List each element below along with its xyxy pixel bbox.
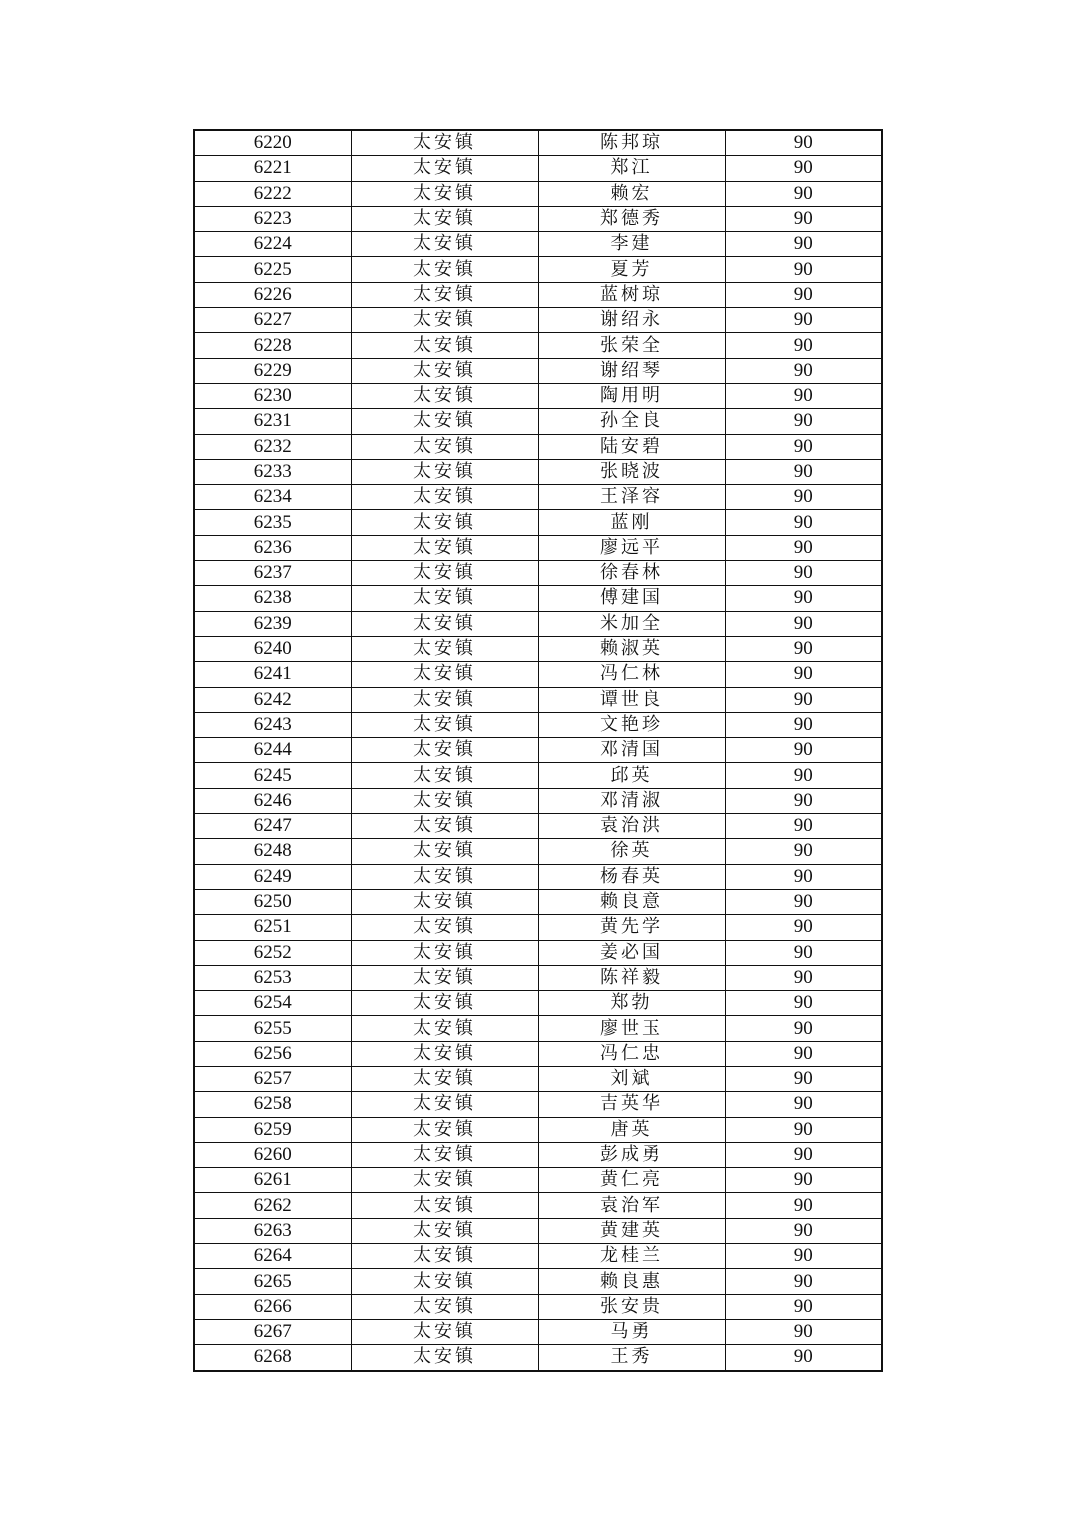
score-cell: 90 [725, 383, 882, 408]
person-name-cell: 袁治军 [538, 1193, 725, 1218]
score-cell: 90 [725, 1168, 882, 1193]
table-row [194, 561, 882, 586]
town-cell: 太安镇 [351, 1193, 538, 1218]
table-row [194, 839, 882, 864]
score-cell: 90 [725, 1319, 882, 1344]
row-number-cell: 6249 [194, 864, 351, 889]
score-cell: 90 [725, 561, 882, 586]
score-cell: 90 [725, 1193, 882, 1218]
row-number-cell: 6251 [194, 915, 351, 940]
table-row [194, 1218, 882, 1243]
person-name-cell: 郑德秀 [538, 206, 725, 231]
person-name-cell: 马勇 [538, 1319, 725, 1344]
person-name-cell: 张晓波 [538, 459, 725, 484]
row-number-cell: 6246 [194, 788, 351, 813]
row-number-cell: 6229 [194, 358, 351, 383]
score-cell: 90 [725, 1117, 882, 1142]
score-cell: 90 [725, 991, 882, 1016]
score-cell: 90 [725, 965, 882, 990]
score-cell: 90 [725, 459, 882, 484]
score-cell: 90 [725, 206, 882, 231]
town-cell: 太安镇 [351, 1269, 538, 1294]
person-name-cell: 郑勃 [538, 991, 725, 1016]
person-name-cell: 廖世玉 [538, 1016, 725, 1041]
score-cell: 90 [725, 889, 882, 914]
table-row [194, 940, 882, 965]
score-cell: 90 [725, 738, 882, 763]
table-row [194, 1244, 882, 1269]
person-name-cell: 黄先学 [538, 915, 725, 940]
row-number-cell: 6235 [194, 510, 351, 535]
town-cell: 太安镇 [351, 864, 538, 889]
table-row [194, 510, 882, 535]
score-cell: 90 [725, 788, 882, 813]
town-cell: 太安镇 [351, 814, 538, 839]
table-row [194, 889, 882, 914]
table-row [194, 181, 882, 206]
roster-table [193, 129, 883, 1372]
score-cell: 90 [725, 586, 882, 611]
person-name-cell: 陈邦琼 [538, 130, 725, 156]
table-row [194, 712, 882, 737]
score-cell: 90 [725, 257, 882, 282]
person-name-cell: 袁治洪 [538, 814, 725, 839]
row-number-cell: 6230 [194, 383, 351, 408]
score-cell: 90 [725, 1244, 882, 1269]
row-number-cell: 6234 [194, 485, 351, 510]
row-number-cell: 6236 [194, 535, 351, 560]
row-number-cell: 6255 [194, 1016, 351, 1041]
row-number-cell: 6221 [194, 156, 351, 181]
town-cell: 太安镇 [351, 1117, 538, 1142]
score-cell: 90 [725, 662, 882, 687]
row-number-cell: 6247 [194, 814, 351, 839]
person-name-cell: 廖远平 [538, 535, 725, 560]
row-number-cell: 6223 [194, 206, 351, 231]
row-number-cell: 6231 [194, 409, 351, 434]
person-name-cell: 张荣全 [538, 333, 725, 358]
person-name-cell: 蓝刚 [538, 510, 725, 535]
score-cell: 90 [725, 1345, 882, 1371]
person-name-cell: 姜必国 [538, 940, 725, 965]
town-cell: 太安镇 [351, 586, 538, 611]
row-number-cell: 6263 [194, 1218, 351, 1243]
row-number-cell: 6224 [194, 232, 351, 257]
row-number-cell: 6264 [194, 1244, 351, 1269]
person-name-cell: 吉英华 [538, 1092, 725, 1117]
person-name-cell: 徐春林 [538, 561, 725, 586]
row-number-cell: 6220 [194, 130, 351, 156]
town-cell: 太安镇 [351, 561, 538, 586]
score-cell: 90 [725, 434, 882, 459]
town-cell: 太安镇 [351, 1218, 538, 1243]
town-cell: 太安镇 [351, 839, 538, 864]
row-number-cell: 6237 [194, 561, 351, 586]
row-number-cell: 6254 [194, 991, 351, 1016]
table-row [194, 535, 882, 560]
town-cell: 太安镇 [351, 1016, 538, 1041]
table-row [194, 611, 882, 636]
person-name-cell: 陈祥毅 [538, 965, 725, 990]
town-cell: 太安镇 [351, 434, 538, 459]
row-number-cell: 6266 [194, 1294, 351, 1319]
score-cell: 90 [725, 358, 882, 383]
table-row [194, 687, 882, 712]
score-cell: 90 [725, 333, 882, 358]
row-number-cell: 6268 [194, 1345, 351, 1371]
person-name-cell: 王秀 [538, 1345, 725, 1371]
table-row [194, 1345, 882, 1371]
town-cell: 太安镇 [351, 788, 538, 813]
score-cell: 90 [725, 1041, 882, 1066]
row-number-cell: 6225 [194, 257, 351, 282]
town-cell: 太安镇 [351, 206, 538, 231]
score-cell: 90 [725, 1294, 882, 1319]
table-row [194, 662, 882, 687]
score-cell: 90 [725, 181, 882, 206]
table-row [194, 308, 882, 333]
table-row [194, 1193, 882, 1218]
town-cell: 太安镇 [351, 510, 538, 535]
table-row [194, 636, 882, 661]
row-number-cell: 6259 [194, 1117, 351, 1142]
town-cell: 太安镇 [351, 636, 538, 661]
score-cell: 90 [725, 308, 882, 333]
person-name-cell: 郑江 [538, 156, 725, 181]
town-cell: 太安镇 [351, 358, 538, 383]
score-cell: 90 [725, 1269, 882, 1294]
score-cell: 90 [725, 864, 882, 889]
score-cell: 90 [725, 839, 882, 864]
score-cell: 90 [725, 1218, 882, 1243]
score-cell: 90 [725, 535, 882, 560]
town-cell: 太安镇 [351, 485, 538, 510]
person-name-cell: 邓清淑 [538, 788, 725, 813]
table-row [194, 814, 882, 839]
town-cell: 太安镇 [351, 459, 538, 484]
town-cell: 太安镇 [351, 535, 538, 560]
score-cell: 90 [725, 130, 882, 156]
person-name-cell: 陶用明 [538, 383, 725, 408]
row-number-cell: 6248 [194, 839, 351, 864]
row-number-cell: 6250 [194, 889, 351, 914]
score-cell: 90 [725, 409, 882, 434]
table-row [194, 1092, 882, 1117]
person-name-cell: 夏芳 [538, 257, 725, 282]
row-number-cell: 6260 [194, 1142, 351, 1167]
town-cell: 太安镇 [351, 282, 538, 307]
score-cell: 90 [725, 485, 882, 510]
table-row [194, 1269, 882, 1294]
row-number-cell: 6227 [194, 308, 351, 333]
town-cell: 太安镇 [351, 712, 538, 737]
score-cell: 90 [725, 232, 882, 257]
table-row [194, 915, 882, 940]
score-cell: 90 [725, 611, 882, 636]
town-cell: 太安镇 [351, 1092, 538, 1117]
town-cell: 太安镇 [351, 738, 538, 763]
score-cell: 90 [725, 687, 882, 712]
person-name-cell: 谢绍琴 [538, 358, 725, 383]
person-name-cell: 杨春英 [538, 864, 725, 889]
row-number-cell: 6262 [194, 1193, 351, 1218]
person-name-cell: 张安贵 [538, 1294, 725, 1319]
town-cell: 太安镇 [351, 965, 538, 990]
row-number-cell: 6258 [194, 1092, 351, 1117]
person-name-cell: 文艳珍 [538, 712, 725, 737]
table-row [194, 232, 882, 257]
town-cell: 太安镇 [351, 940, 538, 965]
row-number-cell: 6245 [194, 763, 351, 788]
table-row [194, 409, 882, 434]
score-cell: 90 [725, 814, 882, 839]
town-cell: 太安镇 [351, 130, 538, 156]
score-cell: 90 [725, 915, 882, 940]
score-cell: 90 [725, 1066, 882, 1091]
score-cell: 90 [725, 1142, 882, 1167]
town-cell: 太安镇 [351, 232, 538, 257]
roster-table-body [194, 130, 882, 1371]
row-number-cell: 6253 [194, 965, 351, 990]
table-row [194, 1142, 882, 1167]
town-cell: 太安镇 [351, 1294, 538, 1319]
town-cell: 太安镇 [351, 383, 538, 408]
row-number-cell: 6243 [194, 712, 351, 737]
table-row [194, 459, 882, 484]
row-number-cell: 6238 [194, 586, 351, 611]
table-row [194, 586, 882, 611]
row-number-cell: 6228 [194, 333, 351, 358]
town-cell: 太安镇 [351, 308, 538, 333]
town-cell: 太安镇 [351, 889, 538, 914]
row-number-cell: 6261 [194, 1168, 351, 1193]
table-row [194, 383, 882, 408]
row-number-cell: 6241 [194, 662, 351, 687]
table-row [194, 130, 882, 156]
person-name-cell: 赖良意 [538, 889, 725, 914]
person-name-cell: 黄建英 [538, 1218, 725, 1243]
table-row [194, 156, 882, 181]
town-cell: 太安镇 [351, 1244, 538, 1269]
person-name-cell: 赖良惠 [538, 1269, 725, 1294]
town-cell: 太安镇 [351, 611, 538, 636]
score-cell: 90 [725, 1092, 882, 1117]
town-cell: 太安镇 [351, 1041, 538, 1066]
table-row [194, 864, 882, 889]
table-row [194, 1117, 882, 1142]
person-name-cell: 谭世良 [538, 687, 725, 712]
table-row [194, 788, 882, 813]
town-cell: 太安镇 [351, 156, 538, 181]
score-cell: 90 [725, 636, 882, 661]
town-cell: 太安镇 [351, 991, 538, 1016]
row-number-cell: 6257 [194, 1066, 351, 1091]
table-row [194, 206, 882, 231]
person-name-cell: 李建 [538, 232, 725, 257]
table-row [194, 1294, 882, 1319]
table-row [194, 1016, 882, 1041]
person-name-cell: 邓清国 [538, 738, 725, 763]
row-number-cell: 6265 [194, 1269, 351, 1294]
town-cell: 太安镇 [351, 763, 538, 788]
person-name-cell: 刘斌 [538, 1066, 725, 1091]
person-name-cell: 徐英 [538, 839, 725, 864]
score-cell: 90 [725, 940, 882, 965]
town-cell: 太安镇 [351, 1319, 538, 1344]
person-name-cell: 赖宏 [538, 181, 725, 206]
table-row [194, 1041, 882, 1066]
person-name-cell: 彭成勇 [538, 1142, 725, 1167]
town-cell: 太安镇 [351, 181, 538, 206]
person-name-cell: 唐英 [538, 1117, 725, 1142]
person-name-cell: 孙全良 [538, 409, 725, 434]
table-row [194, 434, 882, 459]
score-cell: 90 [725, 510, 882, 535]
town-cell: 太安镇 [351, 257, 538, 282]
person-name-cell: 赖淑英 [538, 636, 725, 661]
town-cell: 太安镇 [351, 1168, 538, 1193]
row-number-cell: 6226 [194, 282, 351, 307]
person-name-cell: 米加全 [538, 611, 725, 636]
score-cell: 90 [725, 282, 882, 307]
person-name-cell: 王泽容 [538, 485, 725, 510]
table-row [194, 991, 882, 1016]
town-cell: 太安镇 [351, 915, 538, 940]
table-row [194, 282, 882, 307]
row-number-cell: 6244 [194, 738, 351, 763]
table-row [194, 358, 882, 383]
table-row [194, 1066, 882, 1091]
row-number-cell: 6232 [194, 434, 351, 459]
row-number-cell: 6240 [194, 636, 351, 661]
town-cell: 太安镇 [351, 409, 538, 434]
row-number-cell: 6267 [194, 1319, 351, 1344]
row-number-cell: 6252 [194, 940, 351, 965]
person-name-cell: 傅建国 [538, 586, 725, 611]
row-number-cell: 6233 [194, 459, 351, 484]
table-row [194, 257, 882, 282]
row-number-cell: 6256 [194, 1041, 351, 1066]
person-name-cell: 龙桂兰 [538, 1244, 725, 1269]
score-cell: 90 [725, 1016, 882, 1041]
town-cell: 太安镇 [351, 687, 538, 712]
table-row [194, 1319, 882, 1344]
person-name-cell: 冯仁忠 [538, 1041, 725, 1066]
person-name-cell: 邱英 [538, 763, 725, 788]
table-row [194, 333, 882, 358]
person-name-cell: 陆安碧 [538, 434, 725, 459]
town-cell: 太安镇 [351, 1142, 538, 1167]
person-name-cell: 蓝树琼 [538, 282, 725, 307]
table-row [194, 763, 882, 788]
document-page [193, 129, 881, 1372]
score-cell: 90 [725, 156, 882, 181]
table-row [194, 965, 882, 990]
row-number-cell: 6239 [194, 611, 351, 636]
person-name-cell: 黄仁亮 [538, 1168, 725, 1193]
town-cell: 太安镇 [351, 1345, 538, 1371]
score-cell: 90 [725, 712, 882, 737]
town-cell: 太安镇 [351, 662, 538, 687]
row-number-cell: 6222 [194, 181, 351, 206]
table-row [194, 1168, 882, 1193]
table-row [194, 485, 882, 510]
table-row [194, 738, 882, 763]
row-number-cell: 6242 [194, 687, 351, 712]
town-cell: 太安镇 [351, 1066, 538, 1091]
person-name-cell: 冯仁林 [538, 662, 725, 687]
person-name-cell: 谢绍永 [538, 308, 725, 333]
town-cell: 太安镇 [351, 333, 538, 358]
score-cell: 90 [725, 763, 882, 788]
